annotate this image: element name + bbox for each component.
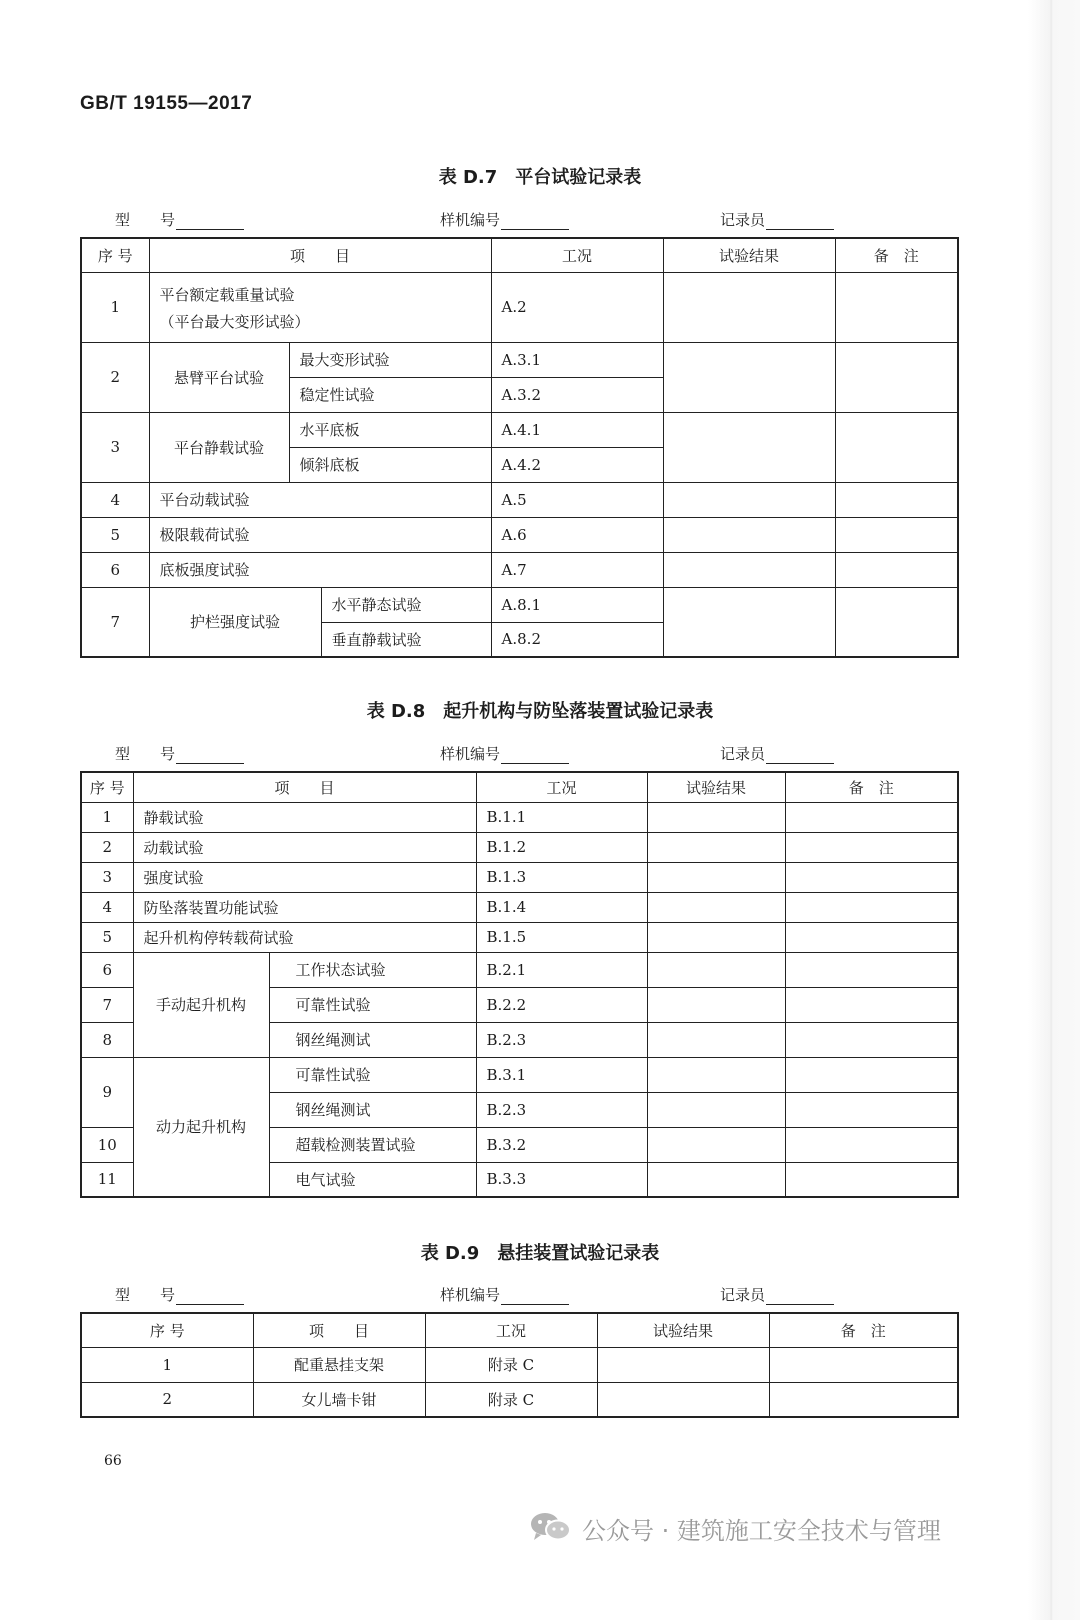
header-result: 试验结果: [597, 1313, 769, 1347]
group-cell: 动力起升机构: [133, 1057, 269, 1197]
condition-cell: A.8.1: [491, 587, 663, 622]
header-item: 项 目: [253, 1313, 425, 1347]
model-field: [115, 209, 244, 230]
result-cell[interactable]: [647, 802, 785, 832]
page-number: 66: [104, 1453, 122, 1469]
seq-cell: 5: [81, 922, 133, 952]
condition-cell: A.2: [491, 272, 663, 342]
item-cell: 女儿墙卡钳: [253, 1382, 425, 1417]
seq-cell: 11: [81, 1162, 133, 1197]
condition-cell: B.1.4: [476, 892, 647, 922]
recorder-label: 记录员: [720, 745, 766, 763]
model-label: 型 号: [115, 211, 176, 229]
header-condition: 工况: [476, 772, 647, 802]
table-row: [81, 342, 958, 377]
table-row: [81, 1057, 958, 1092]
table-d8-fields: [0, 743, 1080, 767]
condition-cell: A.3.1: [491, 342, 663, 377]
item-cell: 稳定性试验: [289, 377, 491, 412]
remarks-cell[interactable]: [769, 1347, 958, 1382]
result-cell[interactable]: [647, 1092, 785, 1127]
seq-cell: 7: [81, 987, 133, 1022]
seq-cell: 2: [81, 832, 133, 862]
seq-cell: 5: [81, 517, 149, 552]
result-cell[interactable]: [597, 1347, 769, 1382]
seq-cell: 4: [81, 892, 133, 922]
sample-no-field: [440, 1284, 569, 1305]
condition-cell: B.2.1: [476, 952, 647, 987]
condition-cell: B.2.3: [476, 1092, 647, 1127]
item-cell: 底板强度试验: [149, 552, 491, 587]
item-cell: 可靠性试验: [269, 987, 476, 1022]
item-cell: 平台额定载重量试验 （平台最大变形试验）: [149, 272, 491, 342]
item-cell: 平台动载试验: [149, 482, 491, 517]
result-cell[interactable]: [647, 1057, 785, 1092]
header-seq: 序 号: [81, 772, 133, 802]
group-cell: 悬臂平台试验: [149, 342, 289, 412]
header-remarks: 备 注: [785, 772, 958, 802]
condition-cell: A.3.2: [491, 377, 663, 412]
table-row: [81, 272, 958, 342]
remarks-cell[interactable]: [785, 952, 958, 987]
item-cell: 起升机构停转载荷试验: [133, 922, 476, 952]
wechat-icon: [528, 1510, 574, 1544]
remarks-cell[interactable]: [785, 1022, 958, 1057]
condition-cell: B.1.2: [476, 832, 647, 862]
table-row: [81, 892, 958, 922]
result-cell[interactable]: [663, 272, 835, 342]
table-row: [81, 482, 958, 517]
seq-cell: 2: [81, 342, 149, 412]
standard-number: GB/T 19155—2017: [80, 93, 253, 114]
sample-no-label: 样机编号: [440, 745, 501, 763]
watermark-text: 公众号 · 建筑施工安全技术与管理: [582, 1517, 941, 1545]
remarks-cell[interactable]: [835, 482, 958, 517]
result-cell[interactable]: [647, 952, 785, 987]
item-cell: 垂直静载试验: [321, 622, 491, 657]
table-row: [81, 952, 958, 987]
table-d9: [80, 1312, 959, 1418]
result-cell[interactable]: [647, 922, 785, 952]
condition-cell: B.1.5: [476, 922, 647, 952]
remarks-cell[interactable]: [785, 1092, 958, 1127]
condition-cell: A.5: [491, 482, 663, 517]
result-cell[interactable]: [647, 832, 785, 862]
condition-cell: B.3.3: [476, 1162, 647, 1197]
header-condition: 工况: [491, 238, 663, 272]
seq-cell: 7: [81, 587, 149, 657]
item-cell: 钢丝绳测试: [269, 1022, 476, 1057]
result-cell[interactable]: [647, 1127, 785, 1162]
recorder-field: [720, 1284, 834, 1305]
result-cell[interactable]: [647, 862, 785, 892]
item-cell: 可靠性试验: [269, 1057, 476, 1092]
seq-cell: 3: [81, 862, 133, 892]
seq-cell: 3: [81, 412, 149, 482]
result-cell[interactable]: [663, 482, 835, 517]
recorder-label: 记录员: [720, 1286, 766, 1304]
header-remarks: 备 注: [769, 1313, 958, 1347]
group-cell: 平台静载试验: [149, 412, 289, 482]
seq-cell: 1: [81, 1347, 253, 1382]
result-cell[interactable]: [663, 517, 835, 552]
condition-cell: B.2.2: [476, 987, 647, 1022]
item-cell: 极限载荷试验: [149, 517, 491, 552]
model-label: 型 号: [115, 745, 176, 763]
condition-cell: B.3.2: [476, 1127, 647, 1162]
table-row: [81, 552, 958, 587]
result-cell[interactable]: [663, 412, 835, 482]
table-d7-title: 表 D.7 平台试验记录表: [438, 167, 642, 188]
sample-no-label: 样机编号: [440, 1286, 501, 1304]
item-cell: 动载试验: [133, 832, 476, 862]
header-result: 试验结果: [647, 772, 785, 802]
table-row: [81, 412, 958, 447]
page-edge: [1028, 0, 1080, 1620]
seq-cell: 6: [81, 952, 133, 987]
remarks-cell[interactable]: [785, 922, 958, 952]
remarks-cell[interactable]: [835, 272, 958, 342]
table-row: [81, 587, 958, 622]
result-cell[interactable]: [663, 587, 835, 657]
condition-cell: 附录 C: [425, 1347, 597, 1382]
remarks-cell[interactable]: [785, 1127, 958, 1162]
remarks-cell[interactable]: [835, 552, 958, 587]
condition-cell: B.2.3: [476, 1022, 647, 1057]
remarks-cell[interactable]: [835, 517, 958, 552]
condition-cell: 附录 C: [425, 1382, 597, 1417]
seq-cell: 1: [81, 272, 149, 342]
table-d9-title: 表 D.9 悬挂装置试验记录表: [420, 1243, 660, 1264]
condition-cell: B.3.1: [476, 1057, 647, 1092]
seq-cell: 6: [81, 552, 149, 587]
group-cell: 手动起升机构: [133, 952, 269, 1057]
result-cell[interactable]: [647, 987, 785, 1022]
condition-cell: A.4.2: [491, 447, 663, 482]
header-seq: 序 号: [81, 1313, 253, 1347]
table-row: [81, 922, 958, 952]
seq-cell: 4: [81, 482, 149, 517]
item-cell: 水平静态试验: [321, 587, 491, 622]
table-row: [81, 862, 958, 892]
sample-no-label: 样机编号: [440, 211, 501, 229]
item-cell: 倾斜底板: [289, 447, 491, 482]
item-cell: 配重悬挂支架: [253, 1347, 425, 1382]
result-cell[interactable]: [647, 1022, 785, 1057]
result-cell[interactable]: [663, 552, 835, 587]
recorder-label: 记录员: [720, 211, 766, 229]
condition-cell: A.8.2: [491, 622, 663, 657]
remarks-cell[interactable]: [785, 892, 958, 922]
item-cell: 强度试验: [133, 862, 476, 892]
table-d7: [80, 237, 959, 658]
table-d7-fields: [0, 209, 1080, 233]
remarks-cell[interactable]: [785, 987, 958, 1022]
condition-cell: A.7: [491, 552, 663, 587]
remarks-cell[interactable]: [835, 342, 958, 412]
table-row: [81, 802, 958, 832]
condition-cell: B.1.3: [476, 862, 647, 892]
header-result: 试验结果: [663, 238, 835, 272]
recorder-field: [720, 209, 834, 230]
sample-no-field: [440, 743, 569, 764]
table-d8: [80, 771, 959, 1198]
item-cell: 超载检测装置试验: [269, 1127, 476, 1162]
table-row: [81, 1347, 958, 1382]
watermark: [528, 1508, 1028, 1548]
group-cell: 护栏强度试验: [149, 587, 321, 657]
table-d9-fields: [0, 1284, 1080, 1308]
remarks-cell[interactable]: [785, 862, 958, 892]
remarks-cell[interactable]: [785, 1057, 958, 1092]
header-remarks: 备 注: [835, 238, 958, 272]
result-cell[interactable]: [647, 892, 785, 922]
remarks-cell[interactable]: [769, 1382, 958, 1417]
result-cell[interactable]: [663, 342, 835, 412]
header-condition: 工况: [425, 1313, 597, 1347]
remarks-cell[interactable]: [785, 1162, 958, 1197]
sample-no-field: [440, 209, 569, 230]
table-row: [81, 517, 958, 552]
remarks-cell[interactable]: [835, 412, 958, 482]
remarks-cell[interactable]: [785, 832, 958, 862]
header-item: 项 目: [149, 238, 491, 272]
item-cell: 静载试验: [133, 802, 476, 832]
recorder-field: [720, 743, 834, 764]
condition-cell: A.6: [491, 517, 663, 552]
header-seq: 序 号: [81, 238, 149, 272]
item-cell: 最大变形试验: [289, 342, 491, 377]
seq-cell: 1: [81, 802, 133, 832]
seq-cell: 9: [81, 1057, 133, 1127]
result-cell[interactable]: [647, 1162, 785, 1197]
item-cell: 工作状态试验: [269, 952, 476, 987]
seq-cell: 8: [81, 1022, 133, 1057]
remarks-cell[interactable]: [785, 802, 958, 832]
table-d8-title: 表 D.8 起升机构与防坠落装置试验记录表: [366, 701, 714, 722]
header-item: 项 目: [133, 772, 476, 802]
remarks-cell[interactable]: [835, 587, 958, 657]
condition-cell: A.4.1: [491, 412, 663, 447]
result-cell[interactable]: [597, 1382, 769, 1417]
model-field: [115, 1284, 244, 1305]
item-cell: 防坠落装置功能试验: [133, 892, 476, 922]
seq-cell: 2: [81, 1382, 253, 1417]
condition-cell: B.1.1: [476, 802, 647, 832]
item-cell: 水平底板: [289, 412, 491, 447]
item-cell: 电气试验: [269, 1162, 476, 1197]
table-row: [81, 832, 958, 862]
table-row: [81, 1382, 958, 1417]
model-label: 型 号: [115, 1286, 176, 1304]
item-cell: 钢丝绳测试: [269, 1092, 476, 1127]
seq-cell: 10: [81, 1127, 133, 1162]
model-field: [115, 743, 244, 764]
